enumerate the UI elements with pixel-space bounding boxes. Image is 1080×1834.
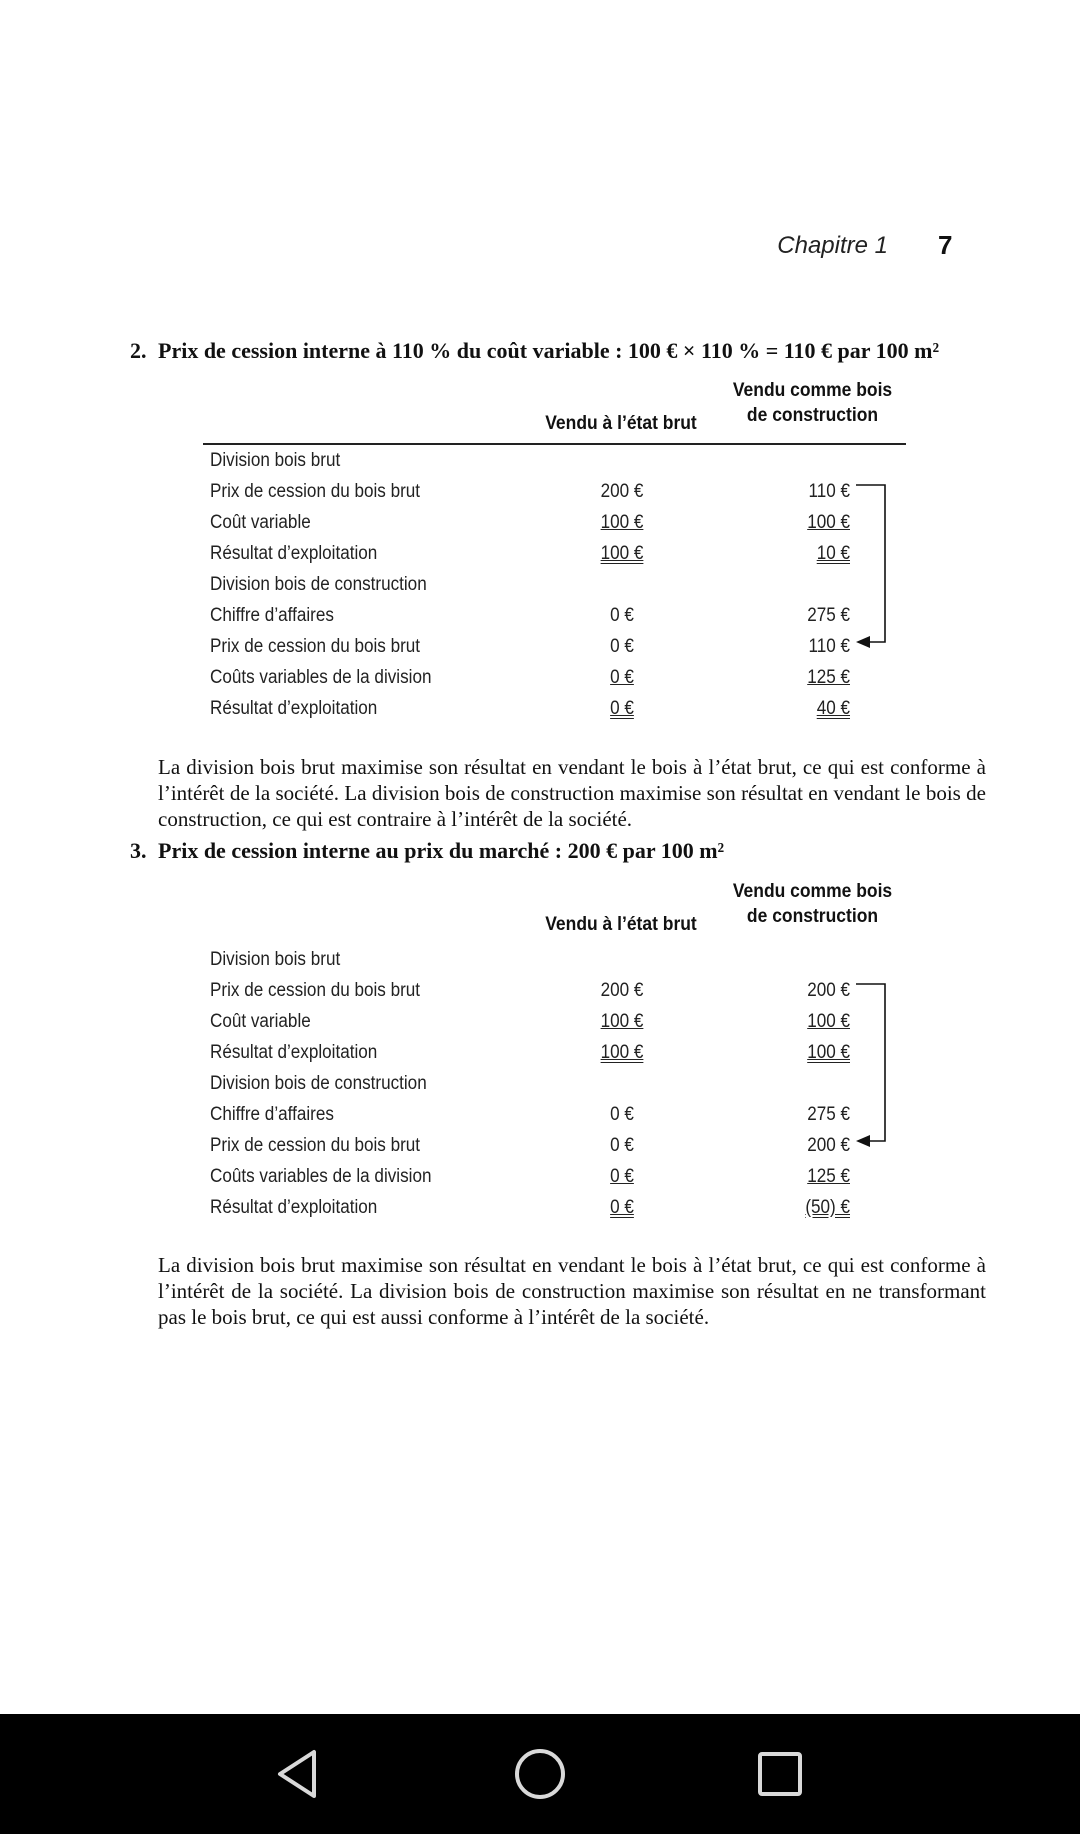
table-row: Résultat d’exploitation 0 € 40 € <box>210 698 850 719</box>
transfer-bracket-arrow-icon <box>850 480 890 655</box>
table-row: Prix de cession du bois brut 0 € 200 € <box>210 1135 850 1156</box>
navigation-bar <box>0 1714 1080 1834</box>
table-row: Chiffre d’affaires 0 € 275 € <box>210 1104 850 1125</box>
table-row: Coût variable 100 € 100 € <box>210 512 850 533</box>
table-row: Coûts variables de la division 0 € 125 € <box>210 667 850 688</box>
table-row: Division bois de construction <box>210 574 427 595</box>
table-row: Division bois brut <box>210 450 341 471</box>
table-row: Coût variable 100 € 100 € <box>210 1011 850 1032</box>
back-triangle-icon <box>270 1744 330 1804</box>
recents-button[interactable] <box>750 1744 810 1804</box>
home-button[interactable] <box>510 1744 570 1804</box>
section-2-title: Prix de cession interne à 110 % du coût variable : 100 € × 110 % = 110 € par 100 m² <box>158 338 940 363</box>
section-2-col1-header: Vendu à l’état brut <box>545 413 697 434</box>
section-3-paragraph: La division bois brut maximise son résultat en vendant le bois à l’état brut, ce qui est conforme à l’intérêt de la société. La division bois de construction maximise son résultat en ne transformant pas le bois brut, ce qui est aussi conforme à l’intérêt de la société. <box>158 1253 986 1329</box>
section-3-number: 3. <box>130 838 147 863</box>
table-row: Coûts variables de la division 0 € 125 € <box>210 1166 850 1187</box>
section-3-heading <box>130 838 1010 864</box>
home-circle-icon <box>510 1744 570 1804</box>
transfer-bracket-arrow-icon <box>850 979 890 1154</box>
section-3-col2-header: Vendu comme bois de construction <box>732 881 893 927</box>
table-row: Résultat d’exploitation 100 € 10 € <box>210 543 850 564</box>
table-row: Prix de cession du bois brut 0 € 110 € <box>210 636 850 657</box>
table-row: Division bois brut <box>210 949 341 970</box>
section-2-heading <box>130 338 1010 364</box>
section-3-col1-header: Vendu à l’état brut <box>545 914 697 935</box>
page-number: 7 <box>938 230 953 260</box>
table-row: Prix de cession du bois brut 200 € 110 € <box>210 481 850 502</box>
section-2-paragraph: La division bois brut maximise son résultat en vendant le bois à l’état brut, ce qui est conforme à l’intérêt de la société. La division bois de construction maximise son résultat en vendant le bois de construction, ce qui est contraire à l’intérêt de la société. <box>158 755 986 831</box>
table-row: Résultat d’exploitation 0 € (50) € <box>210 1197 850 1218</box>
table-row: Résultat d’exploitation 100 € 100 € <box>210 1042 850 1063</box>
section-2-header-rule <box>203 443 906 445</box>
table-row: Chiffre d’affaires 0 € 275 € <box>210 605 850 626</box>
page-header <box>0 230 1080 270</box>
section-2-col2-header: Vendu comme bois de construction <box>732 380 893 426</box>
recents-square-icon <box>750 1744 810 1804</box>
table-row: Prix de cession du bois brut 200 € 200 € <box>210 980 850 1001</box>
back-button[interactable] <box>270 1744 330 1804</box>
section-2-number: 2. <box>130 338 147 363</box>
section-3-title: Prix de cession interne au prix du marché : 200 € par 100 m² <box>158 838 725 863</box>
table-row: Division bois de construction <box>210 1073 427 1094</box>
chapter-label: Chapitre 1 <box>777 232 888 259</box>
